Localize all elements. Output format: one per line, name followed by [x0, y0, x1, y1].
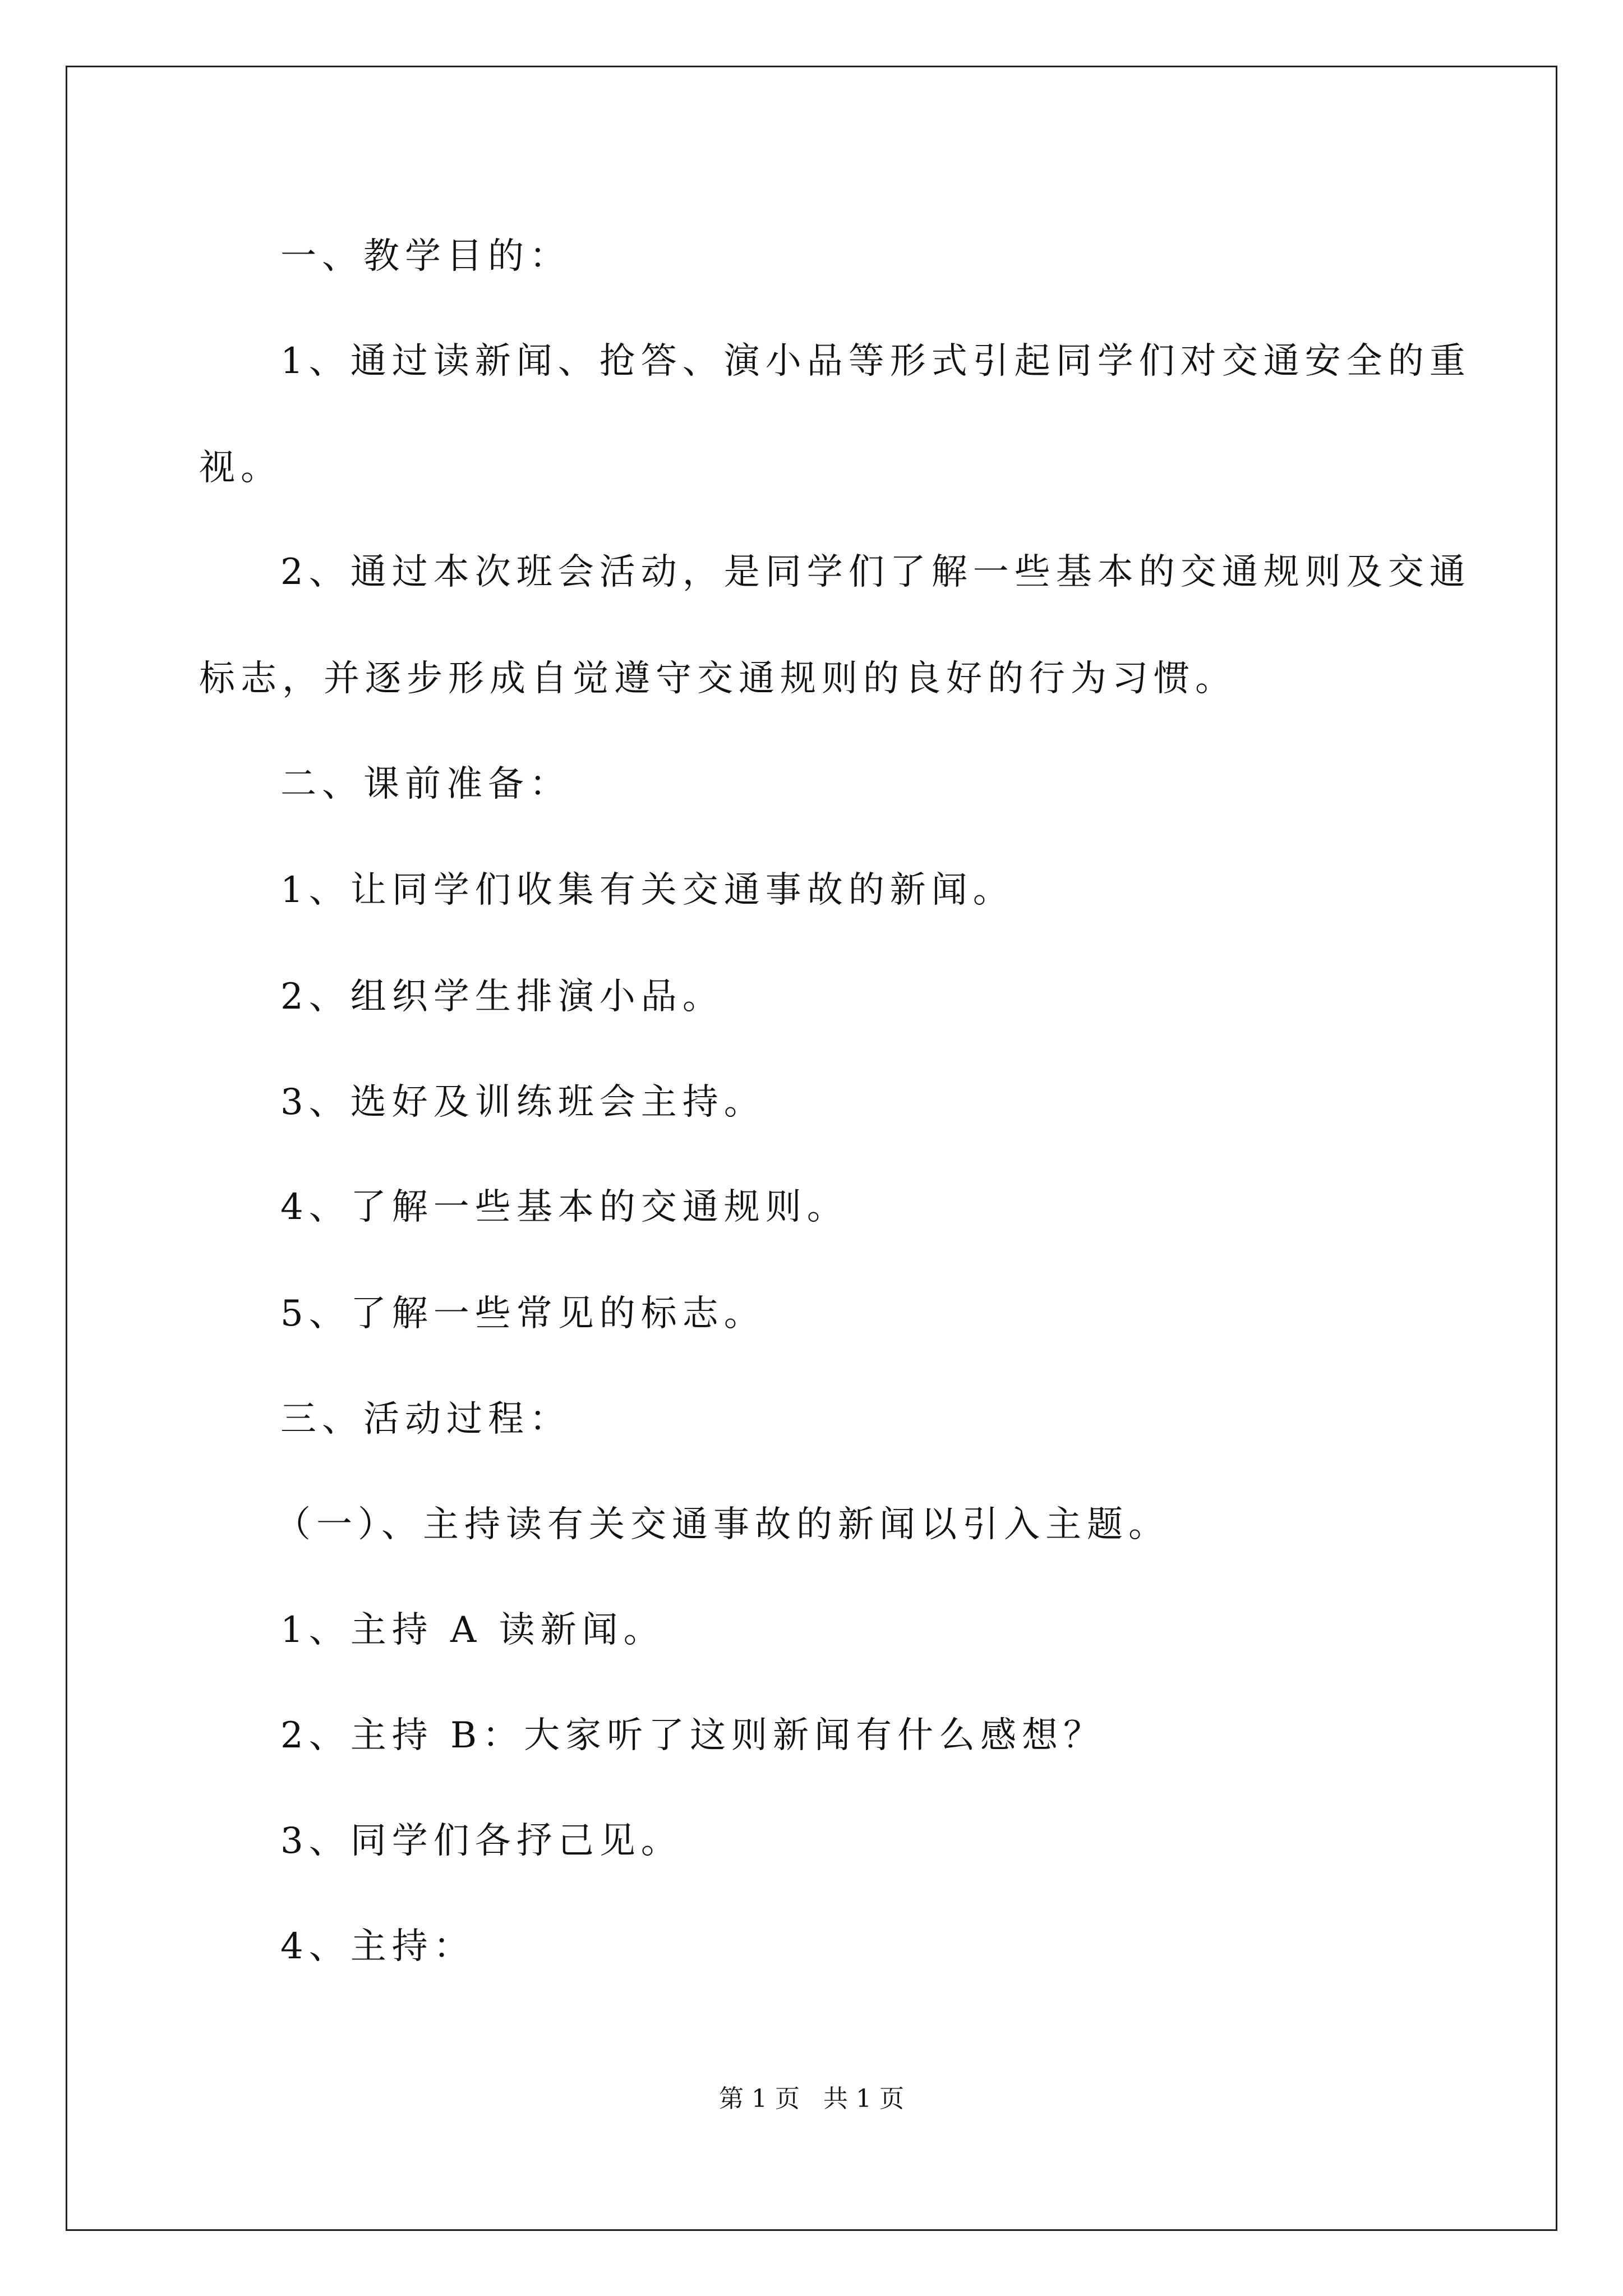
list-item: 2、组织学生排演小品。: [280, 976, 724, 1018]
list-item: 3、选好及训练班会主持。: [280, 1082, 766, 1123]
list-item: 4、了解一些基本的交通规则。: [280, 1186, 849, 1228]
heading-preparation: 二、课前准备：: [280, 763, 571, 805]
paragraph-line: 视。: [199, 447, 282, 489]
heading-teaching-goals: 一、教学目的：: [280, 236, 571, 277]
subheading: （一）、主持读有关交通事故的新闻以引入主题。: [275, 1504, 1170, 1545]
heading-activity-process: 三、活动过程：: [280, 1398, 571, 1440]
paragraph-line: 2、通过本次班会活动，是同学们了解一些基本的交通规则及交通: [280, 551, 1471, 593]
list-item: 3、同学们各抒己见。: [280, 1820, 683, 1862]
paragraph-line: 标志，并逐步形成自觉遵守交通规则的良好的行为习惯。: [199, 658, 1237, 700]
page-footer: 第 1 页 共 1 页: [719, 2085, 904, 2113]
page-border: [66, 66, 1557, 2231]
list-item: 2、主持 B：大家听了这则新闻有什么感想？: [280, 1715, 1105, 1756]
list-item: 1、让同学们收集有关交通事故的新闻。: [280, 869, 1015, 911]
list-item: 5、了解一些常见的标志。: [280, 1293, 766, 1335]
list-item: 1、主持 A 读新闻。: [280, 1609, 665, 1651]
list-item: 4、主持：: [280, 1926, 475, 1967]
paragraph-line: 1、通过读新闻、抢答、演小品等形式引起同学们对交通安全的重: [280, 341, 1471, 382]
